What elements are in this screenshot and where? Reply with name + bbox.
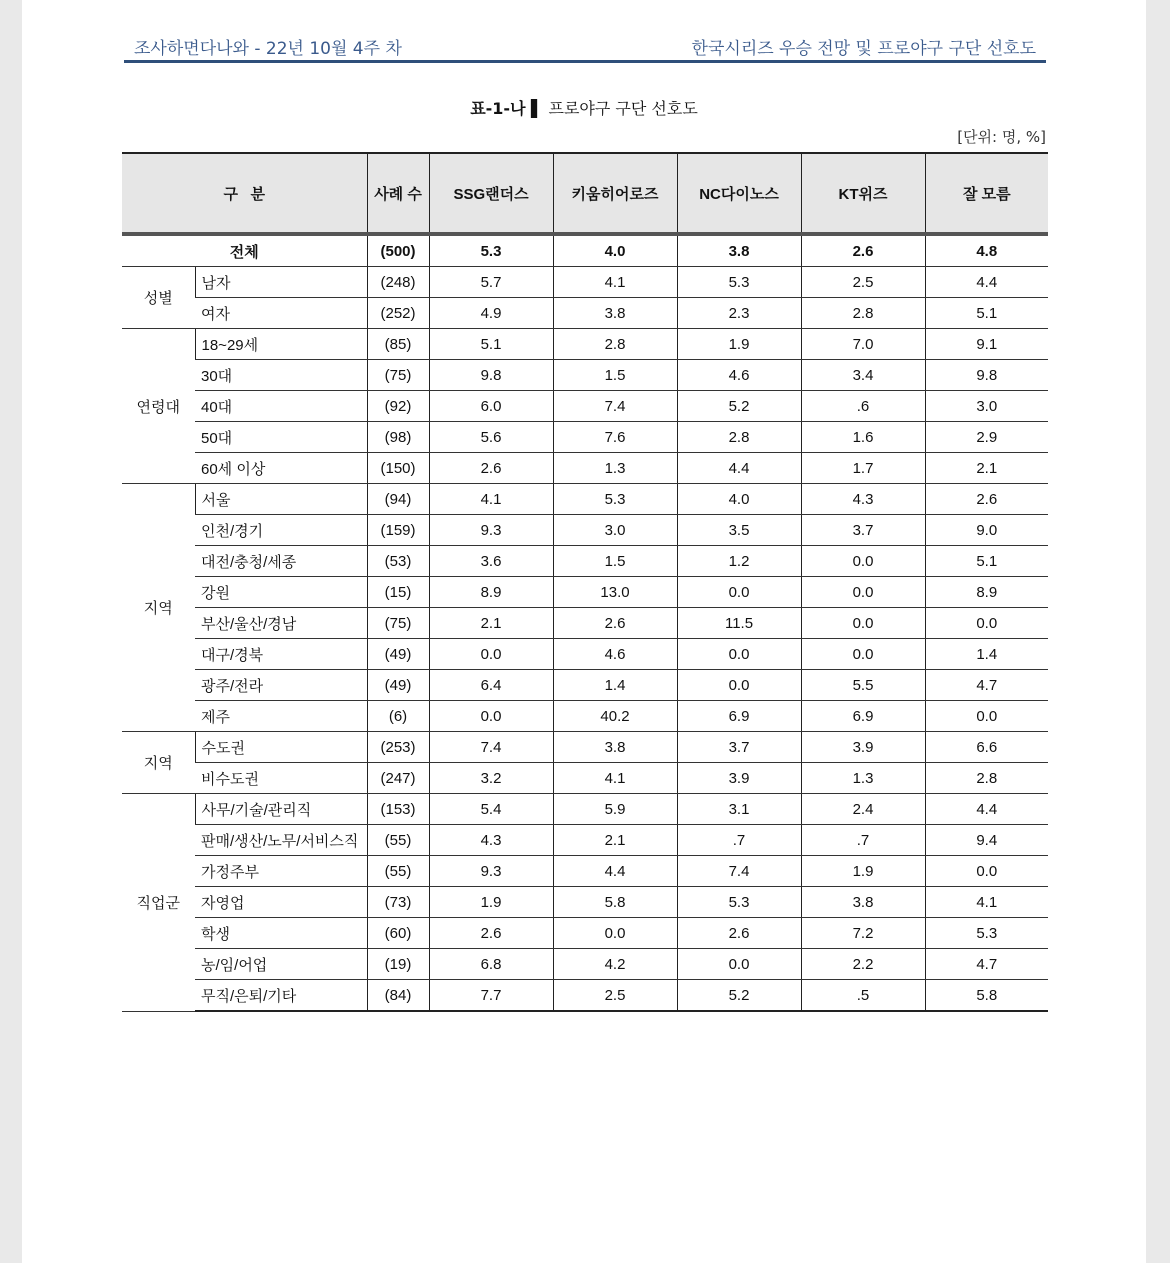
row-value: 4.4 — [925, 794, 1048, 825]
row-sample-size: (75) — [367, 360, 429, 391]
group-label: 직업군 — [122, 794, 195, 1012]
row-value: 5.7 — [429, 267, 553, 298]
row-value: 8.9 — [925, 577, 1048, 608]
row-label: 강원 — [195, 577, 367, 608]
row-sample-size: (98) — [367, 422, 429, 453]
group-label: 성별 — [122, 267, 195, 329]
row-label: 학생 — [195, 918, 367, 949]
row-label: 50대 — [195, 422, 367, 453]
row-value: 2.2 — [801, 949, 925, 980]
row-sample-size: (6) — [367, 701, 429, 732]
table-row — [122, 484, 1048, 515]
row-sample-size: (19) — [367, 949, 429, 980]
row-label: 여자 — [195, 298, 367, 329]
row-value: 0.0 — [925, 701, 1048, 732]
row-value: 1.4 — [925, 639, 1048, 670]
preference-table — [122, 152, 1048, 1012]
row-sample-size: (159) — [367, 515, 429, 546]
row-value: 3.7 — [801, 515, 925, 546]
table-header-row — [122, 153, 1048, 234]
row-value: 7.2 — [801, 918, 925, 949]
row-value: 6.0 — [429, 391, 553, 422]
row-value: 4.3 — [429, 825, 553, 856]
row-value: 3.1 — [677, 794, 801, 825]
header-survey-label: 조사하면다나와 - 22년 10월 4주 차 — [134, 39, 402, 59]
row-value: 4.7 — [925, 949, 1048, 980]
row-value: 4.6 — [677, 360, 801, 391]
row-value: 2.1 — [429, 608, 553, 639]
header-unknown: 잘 모름 — [925, 153, 1048, 234]
row-value: 7.4 — [553, 391, 677, 422]
row-label: 18~29세 — [195, 329, 367, 360]
table-row — [122, 732, 1048, 763]
row-value: 5.4 — [429, 794, 553, 825]
row-value: 5.8 — [925, 980, 1048, 1012]
row-value: 3.9 — [801, 732, 925, 763]
row-value: 5.5 — [801, 670, 925, 701]
table-row — [122, 360, 1048, 391]
row-value: 0.0 — [429, 639, 553, 670]
row-label: 대구/경북 — [195, 639, 367, 670]
row-value: 4.9 — [429, 298, 553, 329]
row-value: 3.8 — [553, 298, 677, 329]
row-sample-size: (49) — [367, 639, 429, 670]
table-number: 표-1-나 ▌ — [470, 99, 544, 118]
row-value: 1.9 — [801, 856, 925, 887]
row-value: 0.0 — [801, 577, 925, 608]
row-label: 무직/은퇴/기타 — [195, 980, 367, 1012]
row-sample-size: (55) — [367, 825, 429, 856]
row-value: 5.1 — [925, 298, 1048, 329]
row-value: 4.3 — [801, 484, 925, 515]
table-title — [22, 96, 1146, 119]
row-value: 2.6 — [677, 918, 801, 949]
row-value: 2.6 — [553, 608, 677, 639]
row-sample-size: (253) — [367, 732, 429, 763]
row-sample-size: (252) — [367, 298, 429, 329]
table-row — [122, 577, 1048, 608]
row-sample-size: (153) — [367, 794, 429, 825]
row-value: 4.7 — [925, 670, 1048, 701]
row-label: 사무/기술/관리직 — [195, 794, 367, 825]
row-value: 3.0 — [553, 515, 677, 546]
header-ssg: SSG랜더스 — [429, 153, 553, 234]
row-sample-size: (92) — [367, 391, 429, 422]
row-label: 광주/전라 — [195, 670, 367, 701]
table-row — [122, 918, 1048, 949]
table-row — [122, 329, 1048, 360]
row-label: 농/임/어업 — [195, 949, 367, 980]
row-value: 2.8 — [553, 329, 677, 360]
row-value: 7.4 — [429, 732, 553, 763]
row-value: 3.8 — [553, 732, 677, 763]
table-row — [122, 267, 1048, 298]
table-row — [122, 639, 1048, 670]
row-value: 6.4 — [429, 670, 553, 701]
table-row — [122, 980, 1048, 1012]
row-value: 3.6 — [429, 546, 553, 577]
row-value: 4.4 — [553, 856, 677, 887]
row-label: 인천/경기 — [195, 515, 367, 546]
row-value: 40.2 — [553, 701, 677, 732]
row-sample-size: (247) — [367, 763, 429, 794]
row-value: 9.1 — [925, 329, 1048, 360]
row-value: 4.2 — [553, 949, 677, 980]
row-value: 2.6 — [429, 918, 553, 949]
row-label: 비수도권 — [195, 763, 367, 794]
row-value: 4.4 — [925, 267, 1048, 298]
table-row — [122, 887, 1048, 918]
row-value: 0.0 — [801, 639, 925, 670]
row-value: 0.0 — [677, 639, 801, 670]
table-row — [122, 608, 1048, 639]
row-value: 6.9 — [801, 701, 925, 732]
row-value: 2.8 — [925, 763, 1048, 794]
row-value: 0.0 — [677, 670, 801, 701]
table-row — [122, 546, 1048, 577]
row-value: 1.5 — [553, 546, 677, 577]
table-row — [122, 701, 1048, 732]
row-value: 5.3 — [677, 887, 801, 918]
table-title-text: 프로야구 구단 선호도 — [548, 99, 698, 118]
row-label: 부산/울산/경남 — [195, 608, 367, 639]
row-sample-size: (150) — [367, 453, 429, 484]
row-value: 5.1 — [429, 329, 553, 360]
row-value: 4.1 — [553, 763, 677, 794]
row-value: 9.8 — [429, 360, 553, 391]
header-nc: NC다이노스 — [677, 153, 801, 234]
row-sample-size: (75) — [367, 608, 429, 639]
row-value: 5.9 — [553, 794, 677, 825]
row-value: 0.0 — [801, 608, 925, 639]
row-value: 9.4 — [925, 825, 1048, 856]
row-value: 0.0 — [677, 949, 801, 980]
row-value: 1.4 — [553, 670, 677, 701]
row-label: 판매/생산/노무/서비스직 — [195, 825, 367, 856]
row-value: 2.3 — [677, 298, 801, 329]
row-label: 40대 — [195, 391, 367, 422]
row-value: 2.6 — [429, 453, 553, 484]
table-body — [122, 234, 1048, 1011]
row-sample-size: (60) — [367, 918, 429, 949]
row-value: 6.6 — [925, 732, 1048, 763]
total-value: 4.0 — [553, 234, 677, 267]
header-kt: KT위즈 — [801, 153, 925, 234]
row-value: 3.9 — [677, 763, 801, 794]
table-row — [122, 794, 1048, 825]
header-kiwoom: 키움히어로즈 — [553, 153, 677, 234]
row-value: 1.7 — [801, 453, 925, 484]
row-sample-size: (73) — [367, 887, 429, 918]
row-value: 9.8 — [925, 360, 1048, 391]
row-value: 4.6 — [553, 639, 677, 670]
row-value: 1.9 — [677, 329, 801, 360]
row-value: 7.4 — [677, 856, 801, 887]
row-value: 0.0 — [925, 608, 1048, 639]
group-label: 지역 — [122, 484, 195, 732]
row-label: 대전/충청/세종 — [195, 546, 367, 577]
row-value: 3.5 — [677, 515, 801, 546]
row-value: 1.6 — [801, 422, 925, 453]
row-value: 5.6 — [429, 422, 553, 453]
total-value: 3.8 — [677, 234, 801, 267]
total-n: (500) — [367, 234, 429, 267]
row-value: 3.7 — [677, 732, 801, 763]
unit-label: [단위: 명, %] — [957, 128, 1046, 146]
row-value: 4.1 — [429, 484, 553, 515]
row-value: 4.1 — [925, 887, 1048, 918]
row-value: 7.6 — [553, 422, 677, 453]
row-value: 1.3 — [801, 763, 925, 794]
document-page — [22, 0, 1146, 1263]
row-value: 2.8 — [677, 422, 801, 453]
table-row — [122, 453, 1048, 484]
row-value: 9.3 — [429, 856, 553, 887]
row-value: 5.3 — [677, 267, 801, 298]
group-label: 지역 — [122, 732, 195, 794]
row-value: 3.0 — [925, 391, 1048, 422]
header-sample-size: 사례 수 — [367, 153, 429, 234]
row-value: .5 — [801, 980, 925, 1012]
row-value: 4.0 — [677, 484, 801, 515]
row-value: 5.8 — [553, 887, 677, 918]
row-value: 0.0 — [925, 856, 1048, 887]
row-sample-size: (53) — [367, 546, 429, 577]
row-value: 13.0 — [553, 577, 677, 608]
row-value: .6 — [801, 391, 925, 422]
row-sample-size: (94) — [367, 484, 429, 515]
row-value: 5.3 — [925, 918, 1048, 949]
table-row — [122, 670, 1048, 701]
total-label: 전체 — [122, 234, 367, 267]
total-value: 2.6 — [801, 234, 925, 267]
row-value: 5.1 — [925, 546, 1048, 577]
row-sample-size: (49) — [367, 670, 429, 701]
row-label: 수도권 — [195, 732, 367, 763]
row-value: 2.5 — [801, 267, 925, 298]
row-value: .7 — [677, 825, 801, 856]
row-value: 9.3 — [429, 515, 553, 546]
row-value: 8.9 — [429, 577, 553, 608]
row-value: 3.2 — [429, 763, 553, 794]
table-row — [122, 825, 1048, 856]
row-value: 2.5 — [553, 980, 677, 1012]
header-report-title: 한국시리즈 우승 전망 및 프로야구 구단 선호도 — [691, 39, 1036, 59]
row-value: 2.8 — [801, 298, 925, 329]
row-value: 2.1 — [925, 453, 1048, 484]
row-value: 2.9 — [925, 422, 1048, 453]
row-value: 9.0 — [925, 515, 1048, 546]
table-row — [122, 422, 1048, 453]
row-value: 7.7 — [429, 980, 553, 1012]
row-value: 5.2 — [677, 391, 801, 422]
table-row — [122, 391, 1048, 422]
row-label: 자영업 — [195, 887, 367, 918]
row-sample-size: (15) — [367, 577, 429, 608]
row-value: 6.8 — [429, 949, 553, 980]
row-label: 남자 — [195, 267, 367, 298]
row-value: 5.2 — [677, 980, 801, 1012]
row-value: 1.2 — [677, 546, 801, 577]
table-row — [122, 763, 1048, 794]
row-value: 4.1 — [553, 267, 677, 298]
row-label: 60세 이상 — [195, 453, 367, 484]
row-value: 0.0 — [553, 918, 677, 949]
row-value: 2.4 — [801, 794, 925, 825]
row-value: 0.0 — [801, 546, 925, 577]
row-value: 1.9 — [429, 887, 553, 918]
table-row — [122, 515, 1048, 546]
row-sample-size: (248) — [367, 267, 429, 298]
row-value: 3.4 — [801, 360, 925, 391]
row-value: 4.4 — [677, 453, 801, 484]
table-row — [122, 298, 1048, 329]
row-value: 5.3 — [553, 484, 677, 515]
table-row — [122, 949, 1048, 980]
total-value: 4.8 — [925, 234, 1048, 267]
row-value: 0.0 — [677, 577, 801, 608]
row-label: 제주 — [195, 701, 367, 732]
row-value: 2.1 — [553, 825, 677, 856]
total-row — [122, 234, 1048, 267]
row-label: 가정주부 — [195, 856, 367, 887]
row-value: 2.6 — [925, 484, 1048, 515]
row-sample-size: (55) — [367, 856, 429, 887]
table-row — [122, 856, 1048, 887]
row-value: 1.5 — [553, 360, 677, 391]
row-label: 서울 — [195, 484, 367, 515]
row-value: 6.9 — [677, 701, 801, 732]
row-label: 30대 — [195, 360, 367, 391]
group-label: 연령대 — [122, 329, 195, 484]
row-value: 11.5 — [677, 608, 801, 639]
row-value: 3.8 — [801, 887, 925, 918]
row-value: .7 — [801, 825, 925, 856]
row-sample-size: (85) — [367, 329, 429, 360]
row-value: 7.0 — [801, 329, 925, 360]
row-value: 1.3 — [553, 453, 677, 484]
row-value: 0.0 — [429, 701, 553, 732]
total-value: 5.3 — [429, 234, 553, 267]
row-sample-size: (84) — [367, 980, 429, 1012]
page-header — [124, 34, 1046, 63]
header-category: 구 분 — [122, 153, 367, 234]
